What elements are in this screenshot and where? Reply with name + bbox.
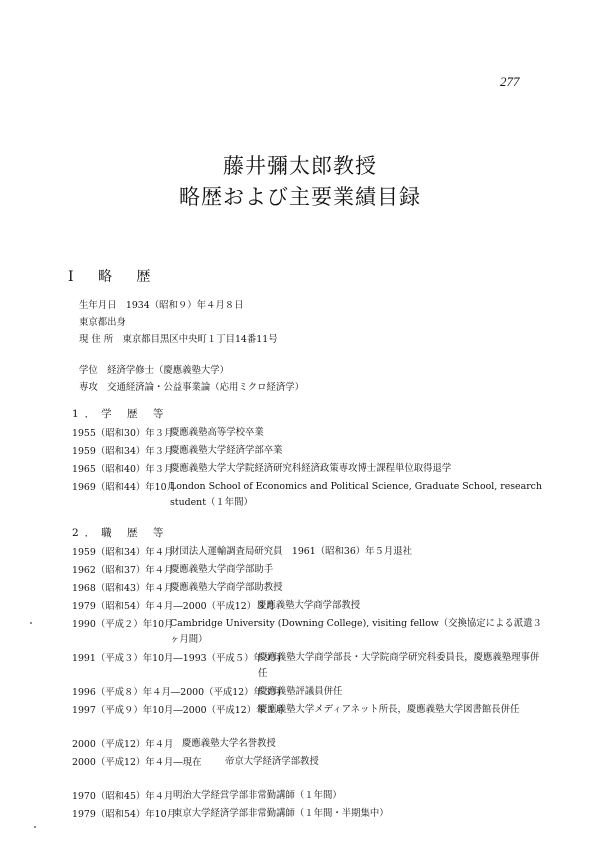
entry-date: 1955（昭和30）年３月 [72, 428, 174, 439]
specialty: 専攻 交通経済論・公益事業論（応用ミクロ経済学） [79, 382, 305, 393]
entry-date: 1997（平成９）年10月―2000（平成12）年３月 [72, 705, 285, 716]
entry-date: 1959（昭和34）年４月 [72, 547, 174, 558]
list-item [72, 443, 542, 459]
entry-text: London School of Economics and Political Science, Graduate School, research student（１年間） [170, 481, 542, 508]
entry-text: 慶應義塾大学経済学部卒業 [170, 445, 283, 456]
career-heading: 2．職 歴 等 [72, 527, 170, 539]
entry-text: 慶應義塾大学商学部教授 [257, 600, 361, 611]
entry-text: 財団法人運輸調査局研究員 1961（昭和36）年５月退社 [170, 546, 413, 557]
entry-text: 明治大学経営学部非常勤講師（１年間） [173, 790, 342, 801]
entry-date: 2000（平成12）年４月―現在 [72, 757, 202, 768]
entry-date: 1991（平成３）年10月―1993（平成５）年９月 [72, 653, 282, 664]
entry-text: 帝京大学経済学部教授 [225, 756, 319, 767]
list-item [72, 544, 542, 560]
education-heading: 1．学 歴 等 [72, 408, 170, 420]
birth-date: 生年月日 1934（昭和９）年４月８日 [79, 300, 244, 311]
list-item [72, 736, 542, 752]
address: 現 住 所 東京都目黒区中央町１丁目14番11号 [79, 334, 278, 345]
list-item [72, 562, 542, 578]
entry-text: 慶應義塾大学大学院経済研究科経済政策専攻博士課程単位取得退学 [170, 463, 452, 474]
entry-date: 1979（昭和54）年４月―2000（平成12）３月 [72, 601, 275, 612]
page-number: 277 [500, 74, 520, 89]
list-item [72, 461, 542, 477]
entry-text: 慶應義塾評議員併任 [258, 686, 343, 697]
entry-date: 1970（昭和45）年４月 [72, 791, 174, 802]
entry-date: 1962（昭和37）年４月 [72, 565, 174, 576]
section-heading: Ⅰ 略 歴 [68, 269, 161, 285]
entry-text: 慶應義塾大学商学部長・大学院商学研究科委員長，慶應義塾理事併任 [258, 652, 540, 679]
entry-date: 1979（昭和54）年10月 [72, 809, 176, 820]
list-item [72, 684, 542, 700]
entry-date: 1990（平成２）年10月 [72, 619, 174, 630]
list-item [72, 650, 542, 682]
list-item [72, 788, 542, 804]
scan-speck [30, 622, 32, 624]
entry-text: 東京大学経済学部非常勤講師（１年間・半期集中） [173, 808, 389, 819]
list-item [72, 598, 542, 614]
origin: 東京都出身 [79, 317, 126, 328]
entry-date: 1996（平成８）年４月―2000（平成12）年３月 [72, 687, 282, 698]
list-item [72, 702, 542, 718]
list-item [72, 806, 542, 822]
entry-text: Cambridge University (Downing College), visiting fellow（交換協定による派遣３ヶ月間） [170, 618, 542, 645]
entry-date: 2000（平成12）年４月 [72, 739, 174, 750]
entry-text: 慶應義塾大学商学部助教授 [170, 582, 283, 593]
entry-date: 1969（昭和44）年10月 [72, 482, 176, 493]
degree: 学位 経済学修士（慶應義塾大学） [79, 365, 230, 376]
entry-text: 慶應義塾大学商学部助手 [170, 564, 274, 575]
entry-text: 慶應義塾大学名誉教授 [182, 738, 276, 749]
list-item [72, 580, 542, 596]
entry-text: 慶應義塾高等学校卒業 [170, 427, 264, 438]
entry-date: 1965（昭和40）年３月 [72, 464, 174, 475]
scan-speck [34, 826, 36, 828]
title-subtitle: 略歴および主要業績目録 [179, 185, 421, 209]
list-item [72, 616, 542, 648]
entry-text: 慶應義塾大学メディアネット所長，慶應義塾大学図書館長併任 [258, 704, 520, 715]
entry-date: 1959（昭和34）年３月 [72, 446, 174, 457]
entry-date: 1968（昭和43）年４月 [72, 583, 174, 594]
list-item [72, 754, 542, 770]
list-item [72, 479, 542, 511]
list-item [72, 425, 542, 441]
title-name: 藤井彌太郎教授 [223, 154, 377, 178]
